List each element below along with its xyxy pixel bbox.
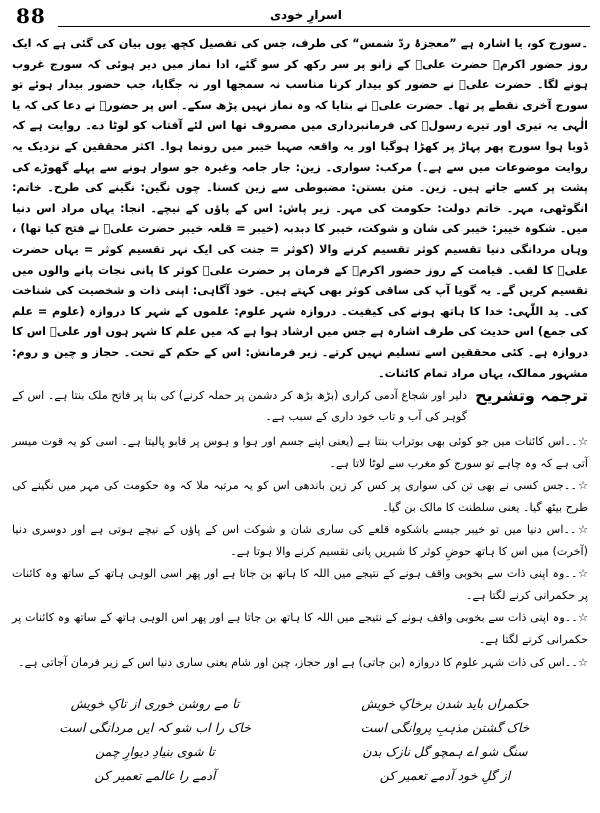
translation-note: ☆۔۔اس کی ذات شہر علوم کا دروازہ (بن جاتی) ہے اور حجاز، چین اور شام یعنی ساری دنیا اس کے زیر فرمان آجاتی ہے۔	[18, 656, 588, 670]
verse-line: تا شوی بنیادِ دیوارِ چمن	[95, 744, 215, 759]
translation-note: ☆۔۔وہ اپنی ذات سے بخوبی واقف ہونے کے نتیجے میں اللہ کا ہاتھ بن جاتا ہے اور پھر اس الوہی ہاتھ کے ساتھ وہ کائنات پر حکمرانی کرنے لگتا ہے۔	[12, 611, 588, 647]
translation-note: ☆۔۔جس کسی نے بھی تن کی سواری پر کس کر زین باندھی اس کو یہ مرتبہ ملا کہ وہ حکومت کی مہر میں نگینے کی طرح بیٹھ گیا۔ یعنی سلطنت کا مالک بن گیا۔	[12, 479, 588, 515]
verse-line: حکمراں باید شدن برخاکِ خویش	[361, 696, 529, 711]
verse-line: آدمے را عالمے تعمیر کن	[94, 768, 216, 783]
verse-line: تا مے روشن خوری از تاکِ خویش	[70, 696, 240, 711]
translation-note: ☆۔۔وہ اپنی ذات سے بخوبی واقف ہونے کے نتیجے میں اللہ کا ہاتھ بن جاتا ہے اور پھر اسی الوہی ہاتھ کے ساتھ وہ کائنات پر حکمرانی کرنے لگتا ہے۔	[12, 567, 588, 603]
verse-line: سنگ شو اے ہمچو گل نازک بدن	[362, 744, 528, 759]
verse-line: خاک را اب شو کہ ایں مردانگی است	[59, 720, 251, 735]
header-rule	[58, 26, 590, 27]
section-heading: ترجمہ وتشریح	[475, 386, 588, 406]
translation-opening: دلیر اور شجاع آدمی کراری (بڑھ بڑھ کر دشمن پر حملہ کرنے) کی بنا پر فاتح ملک بنتا ہے۔ اس کے گوہر کی آب و تاب خود داری کے سبب ہے۔	[12, 389, 468, 423]
verse-line: از گلِ خود آدمے تعمیر کن	[379, 768, 511, 783]
verse-line: خاک گشتن مذہبِ پروانگی است	[360, 720, 530, 735]
page-header	[10, 4, 590, 30]
persian-verses	[40, 692, 560, 788]
translation-note: ☆۔۔اس دنیا میں تو خیبر جیسے باشکوہ قلعے کی ساری شان و شوکت اس کے پاؤں کے نیچے ہوتی ہے اور دوسری دنیا (آخرت) میں اس کا ہاتھ حوضِ کوثر کا شیریں پانی تقسیم کرنے والا ہوتا ہے۔	[12, 523, 588, 559]
translation-note: ☆۔۔اس کائنات میں جو کوئی بھی بوتراب بنتا ہے (یعنی اپنے جسم اور ہوا و ہوس پر قابو پالیتا ہے۔ اسی کو یہ قوت میسر آتی ہے کہ وہ چاہے تو سورج کو مغرب سے لوٹا لاتا ہے۔	[12, 435, 588, 471]
translation-section	[12, 386, 588, 427]
glossary-paragraph: ۔سورج کو، یا اشارہ ہے ”معجزۂ ردّ شمس“ کی طرف، جس کی تفصیل کچھ یوں بیان کی گئی ہے کہ ایک روز حضور اکرمؐ حضرت علیؓ کے زانو پر سر رکھ کر سو گئے، ادا نماز میں دیر ہوئی کہ سورج غروب ہونے لگا۔ حضرت علیؓ نے حضور کو بیدار کرنا مناسب نہ سمجھا اور نہ جگایا، جب حضور بیدار ہوئے تو سورج آخری نقطے پر تھا۔ حضرت علیؓ نے بتایا کہ وہ نماز نہیں پڑھ سکے۔ اس پر حضورؐ نے دعا کی کہ یا الٰہی یہ تیری اور تیرے رسولؐ کی فرمانبرداری میں مصروف تھا اس لئے آفتاب کو لوٹا دے۔ روایت ہے کہ ڈوبا ہوا سورج پھر پہاڑ پر کھڑا ہوگیا اور یہ واقعہ صہبا خیبر میں رونما ہوا۔ اکثر محققین کے نزدیک یہ روایت موضوعات میں سے ہے۔) مرکب: سواری۔ زین: جار جامہ وغیرہ جو سوار ہونے سے پہلے گھوڑے کی پشت پر کسے جاتے ہیں۔ زین۔ متن بستن: مضبوطی سے زین کسنا۔ چوں نگین: نگینے کی طرح۔ خاتم: انگوٹھی، مہر۔ خاتم دولت: حکومت کی مہر۔ زیر پاش: اس کے پاؤں کے نیچے۔ انجا: یہاں مراد اس دنیا میں۔ شکوہ خیبر: خیبر کی شان و شوکت، خیبر کا دبدبہ (خیبر = قلعہ خیبر حضرت علیؓ نے فتح کیا تھا) ، وہاں مردانگی دنیا تقسیم کوثر تقسیم کرنے والا (کوثر = جنت کی ایک نہر تقسیم کوثر = یہاں حضرت علیؓ کا لقب۔ قیامت کے روز حضور اکرمؐ کے فرمان پر حضرت علیؓ کوثر کا پانی نجات پانے والوں میں تقسیم کریں گے۔ یہ گویا آپ کی ساقی کوثر بھی کہتے ہیں۔ خود آگاہی: اپنی ذات و شخصیت کی شناخت کی۔ ید اللّٰہی: خدا کا ہاتھ ہونے کی کیفیت۔ دروازہ شہر علوم: علموں کے شہر کا دروازہ (علوم = علم کی جمع) اس حدیث کی طرف اشارہ ہے جس میں ارشاد ہوا ہے کہ میں علم کا شہر ہوں اور علیؓ اس کا دروازہ ہے۔ کئی محققین اسے تسلیم نہیں کرتے۔ زیر فرمانش: اس کے حکم کے تحت۔ حجاز و چین و روم: مشہور ممالک، یہاں مراد تمام کائنات۔	[12, 37, 588, 380]
page-number: 88	[16, 4, 46, 28]
running-title: اسرارِ خودی	[270, 8, 342, 22]
page-body	[12, 34, 588, 673]
